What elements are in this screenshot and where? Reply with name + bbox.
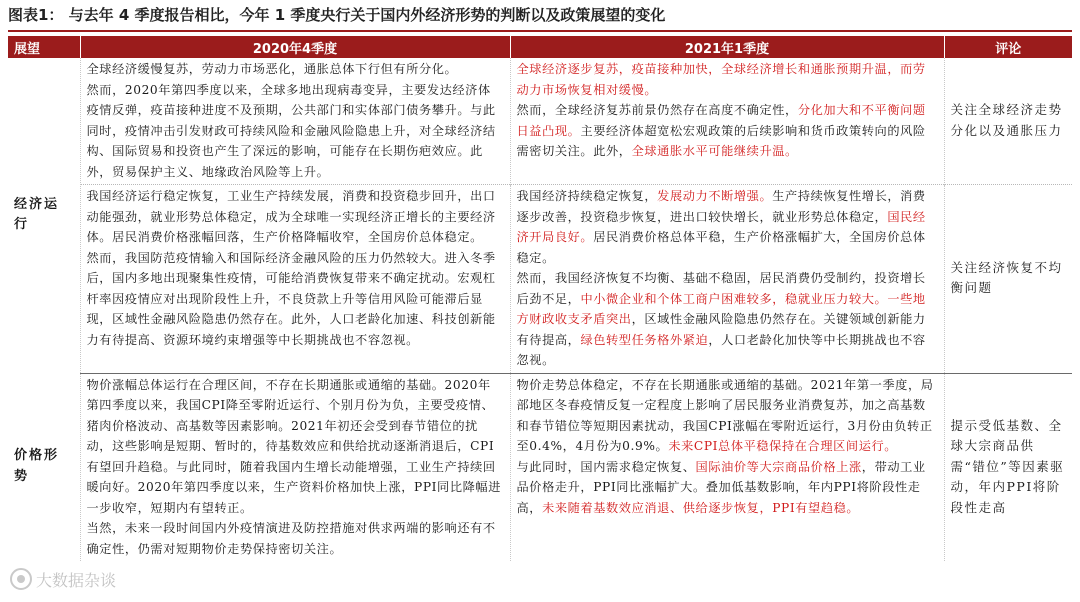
- cell-price-2021q1: [510, 373, 944, 561]
- paragraph: [517, 186, 938, 268]
- cell-domestic-2020q4: [80, 185, 510, 374]
- paragraph: [87, 375, 504, 519]
- highlight-text: 分化加大和不平衡问题日益凸现。: [516, 103, 926, 138]
- row-global-economy: [8, 58, 1072, 185]
- cell-domestic-comment: 关注经济恢复不均衡问题: [944, 185, 1072, 374]
- body-text: 我国经济运行稳定恢复，工业生产持续发展，消费和投资稳步回升，出口动能强劲，就业形势总体稳定，成为全球唯一实现经济正增长的主要经济体。居民消费价格涨幅回落，生产价格降幅收窄，全国房价总体稳定。: [86, 189, 496, 244]
- topic-price: 价格形势: [8, 373, 80, 561]
- row-price: [8, 373, 1072, 561]
- figure-title: 图表1： 与去年 4 季度报告相比，今年 1 季度央行关于国内外经济形势的判断以及政策展望的变化: [8, 6, 666, 24]
- body-text: ，带动工业品价格走升，PPI同比涨幅扩大。叠加低基数影响，年内PPI将阶段性走高，: [516, 459, 926, 515]
- cell-price-comment: 提示受低基数、全球大宗商品供需“错位”等因素驱动，年内PPI将阶段性走高: [950, 417, 1065, 515]
- body-text: 当然，未来一段时间国内外疫情演进及防控措施对供求两端的影响还有不确定性，仍需对短期物价走势保持密切关注。: [86, 521, 496, 556]
- row-domestic-economy: [8, 185, 1072, 374]
- paragraph: [87, 59, 504, 80]
- watermark-logo-icon: [10, 568, 32, 590]
- paragraph: [517, 457, 938, 519]
- topic-economy: 经济运行: [8, 58, 80, 373]
- body-text: ，区域性金融风险隐患仍然存在。关键领域创新能力有待提高，: [516, 312, 926, 347]
- header-outlook: 展望: [8, 36, 80, 58]
- header-comment: 评论: [944, 36, 1072, 58]
- paragraph: [87, 248, 504, 351]
- highlight-text: 发展动力不断增强。: [657, 189, 773, 203]
- highlight-text: 国际油价等大宗商品价格上涨: [695, 459, 862, 474]
- cell-global-comment: 关注全球经济走势分化以及通胀压力: [950, 102, 1063, 138]
- title-divider: [8, 30, 1072, 32]
- comparison-table: [8, 36, 1072, 561]
- cell-global-2020q4: [80, 58, 510, 185]
- highlight-text: 国民经济开局良好。: [516, 209, 926, 244]
- body-text: 与此同时，国内需求稳定恢复、: [516, 459, 696, 474]
- paragraph: [517, 268, 938, 371]
- watermark-text: 大数据杂谈: [36, 571, 117, 590]
- header-row: [8, 36, 1072, 58]
- highlight-text: 未来CPI总体平稳保持在合理区间运行。: [668, 439, 898, 453]
- paragraph: [87, 80, 504, 183]
- highlight-text: 全球经济逐步复苏，疫苗接种加快，全球经济增长和通胀预期升温，而劳动力市场恢复相对缓慢。: [516, 62, 926, 97]
- body-text: 我国经济持续稳定恢复，: [516, 189, 658, 203]
- body-text: 然而，我国防范疫情输入和国际经济金融风险的压力仍然较大。进入冬季后，国内多地出现聚集性疫情，可能给消费恢复带来不确定扰动。宏观杠杆率因疫情应对出现阶段性上升，不良贷款上升等信用风险可能滞后显现，区域性金融风险隐患仍然存在。此外，人口老龄化加速、科技创新能力有待提高、资源环境约束增强等中长期挑战也不容忽视。: [86, 250, 496, 347]
- body-text: 然而，全球经济复苏前景仍然存在高度不确定性，: [516, 103, 798, 117]
- body-text: 全球经济缓慢复苏，劳动力市场恶化，通胀总体下行但有所分化。: [86, 62, 458, 76]
- body-text: 生产持续恢复性增长，消费逐步改善，投资稳步恢复，进出口较快增长，就业形势总体稳定，: [516, 189, 926, 224]
- highlight-text: 中小微企业和个体工商户困难较多，稳就业压力较大。一些地方财政收支矛盾突出: [516, 291, 926, 326]
- highlight-text: 绿色转型任务格外紧迫: [580, 332, 709, 347]
- paragraph: [87, 186, 504, 248]
- highlight-text: 未来随着基数效应消退、供给逐步恢复，PPI有望趋稳。: [542, 500, 860, 515]
- header-2020q4: 2020年4季度: [80, 36, 510, 58]
- cell-price-2020q4: [80, 373, 510, 561]
- paragraph: [517, 100, 938, 162]
- cell-domestic-2021q1: [510, 185, 944, 374]
- body-text: 然而，2020年第四季度以来，全球多地出现病毒变异，主要发达经济体疫情反弹，疫苗接种进度不及预期，公共部门和实体部门债务攀升。与此同时，疫情冲击引发财政可持续风险和金融风险隐患上升，对全球经济结构、国际贸易和投资也产生了深远的影响，可能存在长期伤疤效应。此外，贸易保护主义、地缘政治风险等上升。: [86, 82, 496, 179]
- cell-global-2021q1: [510, 58, 944, 185]
- body-text: 物价走势总体稳定，不存在长期通胀或通缩的基础。2021年第一季度，局部地区冬春疫情反复一定程度上影响了居民服务业消费复苏，加之高基数和春节错位等短期因素扰动，我国CPI涨幅在零附近运行，3月份由负转正至0.4%，4月份为0.9%。: [516, 377, 934, 453]
- header-2021q1: 2021年1季度: [510, 36, 944, 58]
- paragraph: [517, 59, 938, 100]
- body-text: ，人口老龄化加快等中长期挑战也不容忽视。: [516, 332, 926, 367]
- body-text: 主要经济体超宽松宏观政策的后续影响和货币政策转向的风险需密切关注。此外，: [516, 123, 926, 158]
- watermark: [10, 566, 130, 596]
- highlight-text: 全球通胀水平可能继续升温。: [631, 144, 798, 158]
- body-text: 居民消费价格总体平稳，生产价格涨幅扩大，全国房价总体稳定。: [516, 230, 926, 265]
- body-text: 物价涨幅总体运行在合理区间，不存在长期通胀或通缩的基础。2020年第四季度以来，我国CPI降至零附近运行、个别月份为负，主要受疫情、猪肉价格波动、高基数等因素影响。2021年初还会受到春节错位的扰动，这些影响是短期、暂时的，待基数效应和供给扰动逐渐消退后，CPI有望回升趋稳。与此同时，随着我国内生增长动能增强，工业生产持续回暖向好。2020年第四季度以来，生产资料价格加快上涨，PPI同比降幅进一步收窄，短期内有望转正。: [86, 377, 501, 515]
- body-text: 然而，我国经济恢复不均衡、基础不稳固，居民消费仍受制约，投资增长后劲不足，: [516, 271, 926, 306]
- paragraph: [517, 375, 938, 457]
- paragraph: [87, 518, 504, 559]
